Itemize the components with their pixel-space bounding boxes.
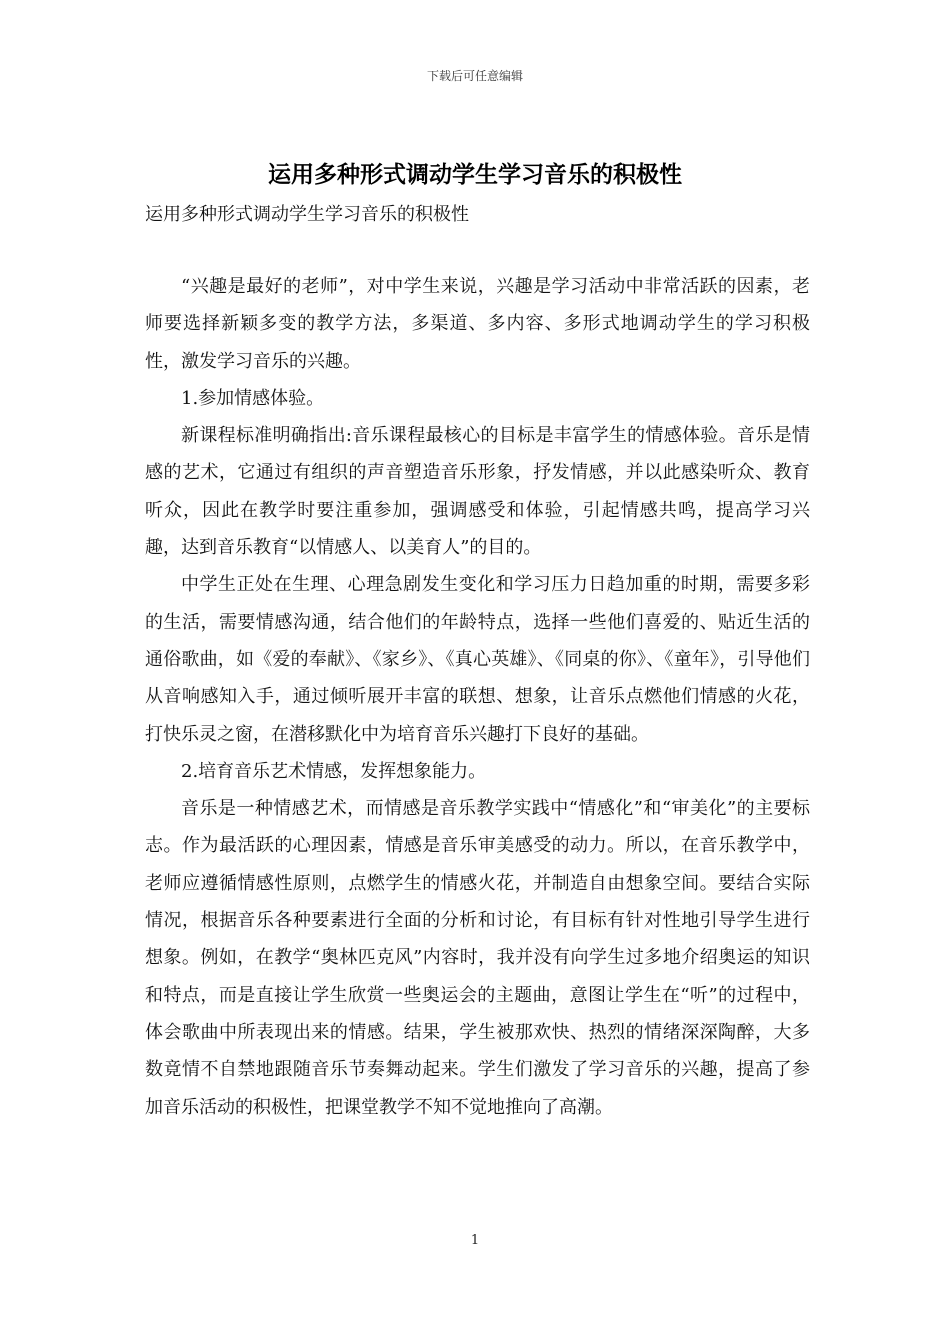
section-heading: 2.培育音乐艺术情感，发挥想象能力。 [181, 760, 487, 782]
page-number: 1 [470, 1233, 480, 1248]
paragraph: 音乐是一种情感艺术，而情感是音乐教学实践中“情感化”和“审美化”的主要标志。作为最活跃的心理因素，情感是音乐审美感受的动力。所以，在音乐教学中，老师应遵循情感性原则，点燃学生的情感火花，并制造自由想象空间。要结合实际情况，根据音乐各种要素进行全面的分析和讨论，有目标有针对性地引导学生进行想象。例如，在教学“奥林匹克风”内容时，我并没有向学生过多地介绍奥运的知识和特点，而是直接让学生欣赏一些奥运会的主题曲，意图让学生在“听”的过程中，体会歌曲中所表现出来的情感。结果，学生被那欢快、热烈的情绪深深陶醉，大多数竟情不自禁地跟随音乐节奏舞动起来。学生们激发了学习音乐的兴趣，提高了参加音乐活动的积极性，把课堂教学不知不觉地推向了高潮。 [145, 798, 810, 1118]
section-heading: 1.参加情感体验。 [181, 387, 325, 409]
document-subtitle: 运用多种形式调动学生学习音乐的积极性 [145, 204, 469, 225]
paragraph: 新课程标准明确指出:音乐课程最核心的目标是丰富学生的情感体验。音乐是情感的艺术，它通过有组织的声音塑造音乐形象，抒发情感，并以此感染听众、教育听众，因此在教学时要注重参加，强调感受和体验，引起情感共鸣，提高学习兴趣，达到音乐教育“以情感人、以美育人”的目的。 [145, 425, 810, 559]
header-note: 下载后可任意编辑 [426, 69, 523, 83]
document-title: 运用多种形式调动学生学习音乐的积极性 [268, 161, 682, 188]
document-body [145, 268, 810, 1126]
paragraph: “兴趣是最好的老师”，对中学生来说，兴趣是学习活动中非常活跃的因素，老师要选择新颖多变的教学方法，多渠道、多内容、多形式地调动学生的学习积极性，激发学习音乐的兴趣。 [145, 276, 810, 372]
paragraph: 中学生正处在生理、心理急剧发生变化和学习压力日趋加重的时期，需要多彩的生活，需要情感沟通，结合他们的年龄特点，选择一些他们喜爱的、贴近生活的通俗歌曲，如《爱的奉献》、《家乡》、《真心英雄》、《同桌的你》、《童年》，引导他们从音响感知入手，通过倾听展开丰富的联想、想象，让音乐点燃他们情感的火花，打快乐灵之窗，在潜移默化中为培育音乐兴趣打下良好的基础。 [145, 574, 810, 745]
